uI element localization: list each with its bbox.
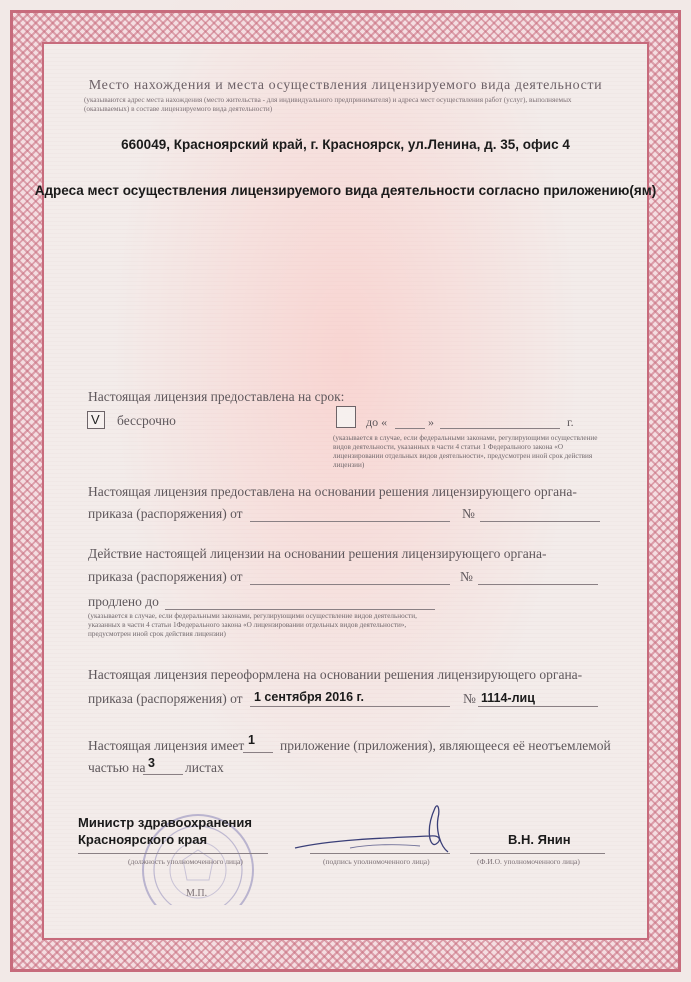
section-heading-note: (указываются адрес места нахождения (место жительства - для индивидуального предпринимателя) и адреса мест осуществления работ (услуг), выполняемых (оказываемых) в составе лицензируемого вида деятельности) — [84, 96, 572, 113]
appendix-count: 1 — [248, 733, 255, 747]
official-name: В.Н. Янин — [508, 832, 571, 847]
reissue-number: 1114-лиц — [481, 691, 535, 705]
appendix-middle: приложение (приложения), являющееся её неотъемлемой — [280, 738, 611, 753]
appendix-sheets: 3 — [148, 756, 155, 770]
basis-number-sign: № — [462, 506, 475, 521]
reissue-line1: Настоящая лицензия переоформлена на основании решения лицензирующего органа- — [88, 667, 583, 682]
extension-note: (указывается в случае, если федеральными законами, регулирующими осуществление видов деятельности, указанных в части 4 статьи 1Федерального закона «О лицензировании отдельных видов деятельности», предусмотрен иной срок действия лицензии) — [88, 612, 417, 638]
until-month-line — [440, 428, 560, 429]
signature-line — [310, 853, 450, 854]
basis-date-line — [250, 521, 450, 522]
until-prefix: до « — [366, 415, 388, 429]
position-caption: (должность уполномоченного лица) — [128, 857, 243, 866]
official-position-line2: Красноярского края — [78, 832, 208, 847]
reissue-number-line — [478, 706, 598, 707]
extension-line2: приказа (распоряжения) от — [88, 569, 243, 584]
extended-until-line — [165, 609, 435, 610]
appendix-line2-suffix: листах — [185, 760, 224, 775]
extension-number-line — [478, 584, 598, 585]
appendix-sheets-line — [143, 774, 183, 775]
activity-addresses — [0, 181, 691, 200]
indefinite-label: бессрочно — [117, 413, 176, 428]
section-heading: Место нахождения и места осуществления лицензируемого вида деятельности — [88, 78, 603, 93]
appendix-prefix: Настоящая лицензия имеет — [88, 738, 245, 753]
main-address: 660049, Красноярский край, г. Красноярск, ул.Ленина, д. 35, офис 4 — [121, 137, 570, 152]
appendix-line2-prefix: частью на — [88, 760, 146, 775]
indefinite-checkbox[interactable]: V — [87, 411, 105, 429]
until-note: (указывается в случае, если федеральными законами, регулирующими осуществление видов деятельности, указанных в части 4 статьи 1 Федерального закона «О лицензировании отдельных видов деятельности», предусмотрен иной срок действия лицензии) — [333, 434, 598, 469]
stamp-caption: М.П. — [186, 888, 208, 899]
until-day-line — [395, 428, 425, 429]
official-position — [78, 814, 252, 848]
basis-number-line — [480, 521, 600, 522]
activity-addresses-text: Адреса мест осуществления лицензируемого вида деятельности согласно приложению(ям) — [34, 183, 657, 198]
until-mid: » — [428, 415, 434, 429]
official-position-line1: Министр здравоохранения — [78, 815, 252, 830]
reissue-line2: приказа (распоряжения) от — [88, 691, 243, 706]
name-line — [470, 853, 605, 854]
until-date-checkbox[interactable] — [336, 406, 356, 428]
position-line — [78, 853, 268, 854]
reissue-number-sign: № — [463, 691, 476, 706]
reissue-date: 1 сентября 2016 г. — [254, 690, 364, 704]
appendix-count-line — [243, 752, 273, 753]
term-label: Настоящая лицензия предоставлена на срок: — [88, 389, 345, 404]
until-suffix: г. — [567, 415, 574, 429]
extended-until-label: продлено до — [88, 594, 159, 609]
extension-number-sign: № — [460, 569, 473, 584]
name-caption: (Ф.И.О. уполномоченного лица) — [477, 857, 580, 866]
extension-line1: Действие настоящей лицензии на основании решения лицензирующего органа- — [88, 546, 547, 561]
basis-line2: приказа (распоряжения) от — [88, 506, 243, 521]
basis-line1: Настоящая лицензия предоставлена на основании решения лицензирующего органа- — [88, 484, 577, 499]
reissue-date-line — [250, 706, 450, 707]
extension-date-line — [250, 584, 450, 585]
signature-caption: (подпись уполномоченного лица) — [323, 857, 430, 866]
